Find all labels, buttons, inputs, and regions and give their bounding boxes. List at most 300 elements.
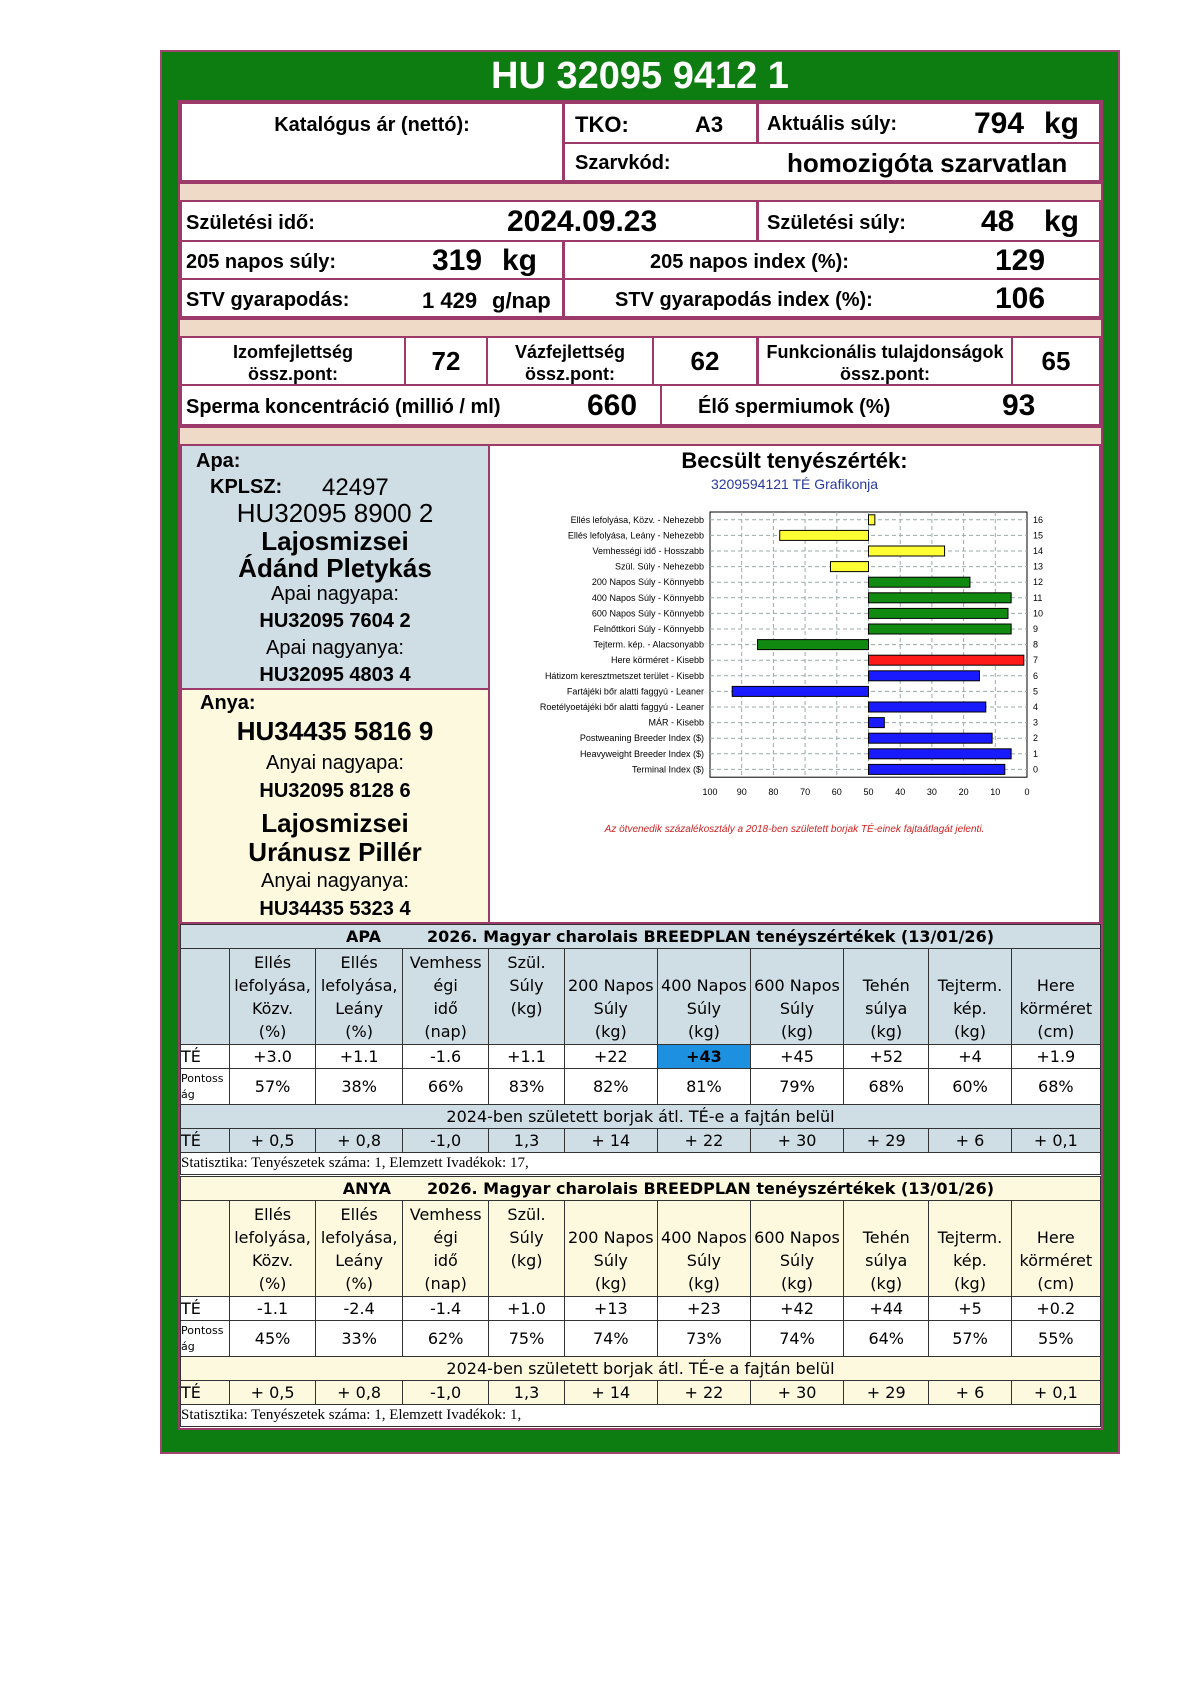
- chart-bar: [869, 624, 1012, 634]
- dam-table-tag: ANYA: [342, 1179, 391, 1198]
- chart-bar: [869, 718, 885, 728]
- sire-table-avg-row: [181, 1129, 1101, 1153]
- anya-header-cell: [1011, 1201, 1100, 1297]
- anya-header-line: 600 Napos: [754, 1227, 840, 1247]
- anya-avg-cell: + 0,1: [1011, 1381, 1100, 1405]
- apa-te-cell: +45: [750, 1045, 843, 1069]
- anya-header-line: (cm): [1037, 1273, 1075, 1293]
- apa-avg-cell: + 30: [750, 1129, 843, 1153]
- chart-bar: [758, 640, 869, 650]
- chart-bar: [869, 593, 1012, 603]
- func-value: 65: [1041, 346, 1071, 376]
- stv-box: [180, 278, 564, 318]
- apa-acc-cell: 66%: [402, 1069, 488, 1105]
- sire-panel: [180, 444, 490, 690]
- tko-label: TKO:: [575, 112, 629, 137]
- anya-te-cell: +42: [750, 1297, 843, 1321]
- mgd-label: Anyai nagyanya:: [261, 870, 409, 892]
- chart-bar: [869, 608, 1008, 618]
- anya-header-line: (%): [258, 1273, 287, 1293]
- chart-category-number: 16: [1033, 514, 1044, 525]
- stv-unit: g/nap: [492, 288, 551, 313]
- weight-unit: kg: [1044, 107, 1080, 140]
- chart-category-number: 0: [1033, 764, 1039, 775]
- sire-name-2: Ádánd Pletykás: [238, 553, 432, 583]
- apa-te-cell: +43: [657, 1045, 750, 1069]
- anya-header-line: (kg): [687, 1273, 720, 1293]
- dam-label: Anya:: [200, 692, 256, 714]
- apa-header-line: (%): [258, 1021, 287, 1041]
- chart-category-label: Heavyweight Breeder Index ($): [579, 748, 704, 759]
- mgs-id: HU32095 8128 6: [259, 780, 411, 802]
- chart-bar: [780, 530, 869, 540]
- apa-header-line: [844, 951, 928, 974]
- apa-header-line: Szül.: [507, 952, 546, 972]
- weight-label: Aktuális súly:: [767, 113, 898, 135]
- chart-category-label: MÁR - Kisebb: [648, 717, 704, 728]
- anya-te-label: TÉ: [181, 1297, 230, 1321]
- func-label-1: Funkcionális tulajdonságok: [766, 342, 1004, 362]
- anya-avg-cell: -1,0: [402, 1381, 488, 1405]
- anya-header-cell: [657, 1201, 750, 1297]
- apa-header-cell: [402, 949, 488, 1045]
- anya-acc-label-line: Pontoss: [181, 1323, 224, 1337]
- chart-category-label: Fartájéki bőr alatti faggyú - Leaner: [566, 686, 704, 697]
- w205-unit: kg: [502, 244, 538, 277]
- apa-header-line: égi: [433, 975, 458, 995]
- chart-category-number: 12: [1033, 577, 1044, 588]
- chart-bar: [869, 764, 1005, 774]
- apa-acc-label-line: Pontoss: [181, 1071, 224, 1085]
- birth-date-label: Születési idő:: [186, 212, 315, 234]
- chart-category-label: Here körméret - Kisebb: [610, 655, 704, 666]
- apa-avg-cell: + 22: [657, 1129, 750, 1153]
- anya-header-line: Ellés: [340, 1204, 378, 1224]
- stvi-box: [563, 278, 1101, 318]
- anya-header-line: [929, 1203, 1010, 1226]
- weight-value: 794: [974, 107, 1025, 140]
- anya-header-line: (kg): [510, 1250, 543, 1270]
- chart-x-tick-label: 30: [926, 787, 937, 798]
- muscle-label-box: [180, 336, 406, 386]
- apa-header-cell: [750, 949, 843, 1045]
- apa-acc-cell: 82%: [564, 1069, 657, 1105]
- chart-subtitle: 3209594121 TÉ Grafikonja: [710, 476, 879, 492]
- anya-te-cell: +13: [564, 1297, 657, 1321]
- stv-value: 1 429: [422, 288, 478, 313]
- apa-te-cell: +1.1: [489, 1045, 564, 1069]
- apa-acc-cell: 38%: [316, 1069, 403, 1105]
- chart-bar: [732, 686, 868, 696]
- apa-header-line: [929, 951, 1010, 974]
- anya-te-cell: +23: [657, 1297, 750, 1321]
- anya-acc-cell: 75%: [489, 1321, 564, 1357]
- dam-table-avg-row: [181, 1381, 1101, 1405]
- sire-table-avg-title: 2024-ben született borjak átl. TÉ-e a fajtán belül: [181, 1105, 1101, 1129]
- separator-2: [180, 318, 1101, 338]
- sire-table-title-row: [181, 925, 1101, 949]
- apa-header-cell: [489, 949, 564, 1045]
- apa-header-line: (kg): [781, 1021, 813, 1041]
- sire-label: Apa:: [196, 450, 241, 472]
- apa-header-cell: [229, 949, 316, 1045]
- anya-avg-cell: + 30: [750, 1381, 843, 1405]
- apa-avg-cell: + 14: [564, 1129, 657, 1153]
- chart-category-number: 10: [1033, 608, 1044, 619]
- chart-category-label: Roetélyoetájéki bőr alatti faggyú - Leaner: [539, 702, 704, 712]
- anya-header-line: Közv.: [251, 1250, 294, 1270]
- frame-label-1: Vázfejlettség: [514, 342, 626, 362]
- horn-label: Szarvkód:: [575, 152, 671, 174]
- apa-header-line: (kg): [954, 1021, 986, 1041]
- sperm-value: 660: [587, 389, 638, 422]
- birth-date-box: [180, 200, 758, 242]
- animal-id-title: HU 32095 9412 1: [491, 55, 789, 97]
- chart-category-label: Vemhességi idő - Hosszabb: [592, 546, 704, 556]
- chart-category-label: Hátizom keresztmetszet terület - Kisebb: [544, 670, 704, 681]
- anya-header-line: (kg): [594, 1273, 627, 1293]
- func-value-box: [1011, 336, 1101, 386]
- apa-avg-cell: + 29: [844, 1129, 929, 1153]
- apa-avg-cell: + 6: [929, 1129, 1011, 1153]
- w205-box: [180, 240, 564, 280]
- anya-header-line: (kg): [781, 1273, 813, 1293]
- apa-header-line: 400 Napos: [661, 975, 747, 995]
- chart-bar: [869, 733, 993, 743]
- dam-id: HU34435 5816 9: [236, 716, 434, 746]
- anya-header-cell: [489, 1201, 564, 1297]
- mgs-name-2: Uránusz Pillér: [248, 837, 422, 867]
- func-label-box: [757, 336, 1013, 386]
- chart-x-tick-label: 60: [831, 787, 842, 798]
- i205-box: [563, 240, 1101, 280]
- apa-header-line: (kg): [510, 998, 543, 1018]
- live-sperm-label: Élő spermiumok (%): [698, 396, 891, 418]
- separator-1: [180, 182, 1101, 202]
- catalog-label: Katalógus ár (nettó):: [274, 114, 470, 136]
- sire-table-title: 2026. Magyar charolais BREEDPLAN tenéyszértékek (13/01/26): [427, 927, 995, 946]
- anya-te-cell: +5: [929, 1297, 1011, 1321]
- anya-te-cell: +1.0: [489, 1297, 564, 1321]
- dam-table-accuracy-row: [181, 1321, 1101, 1357]
- frame-value: 62: [690, 346, 720, 376]
- anya-header-line: [1012, 1203, 1100, 1226]
- chart-category-label: Terminal Index ($): [631, 764, 704, 775]
- sire-table-avg-title-row: [181, 1105, 1101, 1129]
- apa-te-cell: -1.6: [402, 1045, 488, 1069]
- dam-table-title-row: [181, 1177, 1101, 1201]
- chart-bar: [869, 655, 1024, 665]
- apa-acc-label-line: ág: [181, 1087, 195, 1101]
- muscle-label-1: Izomfejlettség: [232, 342, 354, 362]
- apa-header-line: Közv.: [251, 998, 294, 1018]
- frame-value-box: [652, 336, 758, 386]
- muscle-value-box: [404, 336, 488, 386]
- anya-header-cell: [929, 1201, 1011, 1297]
- apa-te-cell: +22: [564, 1045, 657, 1069]
- anya-header-line: [565, 1203, 657, 1226]
- apa-te-cell: +1.1: [316, 1045, 403, 1069]
- apa-header-line: Vemhess: [409, 952, 482, 972]
- anya-te-cell: -2.4: [316, 1297, 403, 1321]
- chart-category-label: 600 Napos Súly - Könnyebb: [591, 608, 704, 619]
- apa-header-line: [565, 951, 657, 974]
- anya-header-line: (nap): [424, 1273, 467, 1293]
- sire-name-1: Lajosmizsei: [261, 526, 409, 556]
- pgs-id: HU32095 7604 2: [259, 610, 411, 632]
- birth-weight-box: [757, 200, 1101, 242]
- apa-header-cell: [1011, 949, 1100, 1045]
- anya-header-line: 200 Napos: [567, 1227, 654, 1247]
- chart-bar: [869, 515, 875, 525]
- mgd-id: HU34435 5323 4: [259, 898, 411, 920]
- apa-header-line: Súly: [686, 998, 721, 1018]
- chart-category-number: 11: [1033, 592, 1043, 603]
- anya-header-line: Tejterm.: [937, 1227, 1003, 1247]
- apa-header-line: (kg): [594, 1021, 627, 1041]
- apa-avg-cell: + 0,5: [229, 1129, 316, 1153]
- apa-header-line: lefolyása,: [320, 975, 398, 995]
- mgs-label: Anyai nagyapa:: [266, 752, 404, 774]
- anya-header-line: (kg): [870, 1273, 903, 1293]
- sperm-label: Sperma koncentráció (millió / ml): [186, 396, 501, 418]
- apa-avg-cell: -1,0: [402, 1129, 488, 1153]
- dam-table-avg-title-row: [181, 1357, 1101, 1381]
- chart-category-label: Postweaning Breeder Index ($): [579, 733, 704, 744]
- mgs-name-1: Lajosmizsei: [261, 808, 409, 838]
- apa-acc-cell: 60%: [929, 1069, 1011, 1105]
- anya-acc-cell: 74%: [750, 1321, 843, 1357]
- chart-category-label: Ellés lefolyása, Leány - Nehezebb: [567, 530, 704, 541]
- frame-label-2: össz.pont:: [525, 364, 615, 384]
- chart-category-label: 400 Napos Súly - Könnyebb: [591, 592, 704, 603]
- apa-te-cell: +1.9: [1011, 1045, 1100, 1069]
- anya-avg-cell: + 29: [844, 1381, 929, 1405]
- apa-header-line: Ellés: [253, 952, 292, 972]
- anya-acc-cell: 33%: [316, 1321, 403, 1357]
- sire-breedplan-table: [180, 924, 1101, 1175]
- apa-header-line: körméret: [1019, 998, 1093, 1018]
- anya-acc-cell: 73%: [657, 1321, 750, 1357]
- sire-id: HU32095 8900 2: [236, 498, 434, 528]
- chart-category-label: Ellés lefolyása, Közv. - Nehezebb: [570, 514, 704, 525]
- weight-box: [757, 102, 1101, 144]
- anya-avg-cell: + 0,5: [229, 1381, 316, 1405]
- anya-header-line: (%): [345, 1273, 373, 1293]
- chart-x-tick-label: 0: [1024, 787, 1030, 798]
- chart-category-number: 9: [1033, 624, 1039, 634]
- sire-table-accuracy-row: [181, 1069, 1101, 1105]
- chart-category-number: 2: [1033, 733, 1039, 744]
- apa-header-cell: [564, 949, 657, 1045]
- apa-header-blank: [181, 949, 230, 1045]
- anya-avg-label: TÉ: [181, 1381, 230, 1405]
- kplsz-value: 42497: [322, 474, 389, 501]
- w205-value: 319: [432, 244, 483, 277]
- apa-header-line: súlya: [865, 998, 908, 1018]
- anya-header-line: [844, 1203, 928, 1226]
- apa-te-cell: +3.0: [229, 1045, 316, 1069]
- chart-x-tick-label: 40: [895, 787, 906, 798]
- anya-header-line: [658, 1203, 750, 1226]
- anya-avg-cell: + 14: [564, 1381, 657, 1405]
- ebv-bar-chart: [490, 506, 1099, 876]
- apa-header-line: Súly: [779, 998, 815, 1018]
- chart-category-number: 5: [1033, 686, 1039, 697]
- anya-header-line: 400 Napos: [661, 1227, 747, 1247]
- apa-header-line: (nap): [424, 1021, 467, 1041]
- horn-value: homozigóta szarvatlan: [787, 148, 1068, 178]
- chart-title: Becsült tenyészérték:: [681, 448, 908, 473]
- dam-table-header-row: [181, 1201, 1101, 1297]
- anya-header-line: (kg): [954, 1273, 986, 1293]
- chart-category-number: 15: [1033, 530, 1044, 541]
- catalog-box: [180, 102, 564, 182]
- apa-header-line: Leány: [335, 998, 384, 1018]
- w205-label: 205 napos súly:: [186, 251, 337, 273]
- anya-header-line: kép.: [953, 1250, 987, 1270]
- chart-bar: [869, 546, 945, 556]
- live-sperm-value: 93: [1002, 389, 1036, 422]
- apa-header-line: Tejterm.: [937, 975, 1003, 995]
- anya-header-cell: [316, 1201, 403, 1297]
- anya-acc-cell: 57%: [929, 1321, 1011, 1357]
- separator-3: [180, 426, 1101, 446]
- chart-x-tick-label: 10: [990, 787, 1001, 798]
- apa-header-line: Súly: [509, 975, 544, 995]
- dam-table-avg-title: 2024-ben született borjak átl. TÉ-e a fajtán belül: [181, 1357, 1101, 1381]
- apa-header-line: (cm): [1037, 1021, 1075, 1041]
- chart-category-number: 1: [1033, 748, 1039, 759]
- sperm-box: [180, 384, 662, 426]
- birth-weight-value: 48: [981, 205, 1015, 238]
- anya-header-line: lefolyása,: [320, 1227, 398, 1247]
- apa-header-line: lefolyása,: [234, 975, 311, 995]
- dam-table-title: 2026. Magyar charolais BREEDPLAN tenéyszértékek (13/01/26): [427, 1179, 995, 1198]
- apa-header-line: 600 Napos: [754, 975, 840, 995]
- muscle-value: 72: [431, 346, 461, 376]
- apa-header-line: Súly: [593, 998, 628, 1018]
- anya-avg-cell: + 6: [929, 1381, 1011, 1405]
- birth-weight-unit: kg: [1044, 205, 1080, 238]
- anya-header-line: Súly: [593, 1250, 628, 1270]
- chart-x-tick-label: 90: [736, 787, 747, 798]
- apa-te-cell: +4: [929, 1045, 1011, 1069]
- anya-acc-cell: 62%: [402, 1321, 488, 1357]
- apa-acc-cell: 81%: [657, 1069, 750, 1105]
- anya-acc-cell: 74%: [564, 1321, 657, 1357]
- apa-avg-cell: + 0,8: [316, 1129, 403, 1153]
- anya-header-line: lefolyása,: [234, 1227, 311, 1247]
- sire-table-te-row: [181, 1045, 1101, 1069]
- apa-header-cell: [316, 949, 403, 1045]
- anya-header-cell: [844, 1201, 929, 1297]
- apa-acc-cell: 68%: [1011, 1069, 1100, 1105]
- chart-note: Az ötvenedik százalékosztály a 2018-ben született borjak TÉ-einek fajtaátlagát jelenti.: [604, 824, 985, 835]
- chart-category-label: 200 Napos Súly - Könnyebb: [591, 577, 704, 588]
- anya-header-line: Tehén: [862, 1227, 910, 1247]
- anya-te-cell: +0.2: [1011, 1297, 1100, 1321]
- apa-header-line: Tehén: [862, 975, 910, 995]
- chart-bar: [869, 577, 970, 587]
- chart-category-label: Tejterm. kép. - Alacsonyabb: [593, 639, 704, 650]
- apa-header-cell: [657, 949, 750, 1045]
- apa-header-line: kép.: [953, 998, 987, 1018]
- stv-label: STV gyarapodás:: [186, 289, 350, 311]
- apa-avg-cell: + 0,1: [1011, 1129, 1100, 1153]
- apa-avg-cell: 1,3: [489, 1129, 564, 1153]
- anya-avg-cell: 1,3: [489, 1381, 564, 1405]
- apa-header-line: (%): [345, 1021, 373, 1041]
- apa-header-line: [751, 951, 843, 974]
- birth-date-value: 2024.09.23: [507, 205, 658, 238]
- anya-header-line: Leány: [335, 1250, 384, 1270]
- anya-header-line: Ellés: [253, 1204, 292, 1224]
- i205-value: 129: [995, 244, 1046, 277]
- dam-table-stats-row: [181, 1405, 1101, 1427]
- frame-label-box: [486, 336, 654, 386]
- chart-bar: [869, 702, 986, 712]
- anya-header-cell: [402, 1201, 488, 1297]
- sire-table-tag: APA: [345, 927, 381, 946]
- chart-bar: [830, 562, 868, 572]
- apa-header-line: (kg): [870, 1021, 903, 1041]
- apa-header-cell: [844, 949, 929, 1045]
- anya-header-blank: [181, 1201, 230, 1297]
- apa-acc-cell: 57%: [229, 1069, 316, 1105]
- chart-category-number: 7: [1033, 655, 1039, 666]
- apa-avg-label: TÉ: [181, 1129, 230, 1153]
- anya-header-cell: [750, 1201, 843, 1297]
- apa-header-line: (kg): [687, 1021, 720, 1041]
- anya-te-cell: -1.4: [402, 1297, 488, 1321]
- anya-acc-label: [181, 1321, 230, 1357]
- i205-label: 205 napos index (%):: [650, 251, 849, 273]
- kplsz-label: KPLSZ:: [210, 476, 283, 498]
- chart-category-number: 8: [1033, 639, 1039, 650]
- anya-acc-cell: 55%: [1011, 1321, 1100, 1357]
- apa-acc-label: [181, 1069, 230, 1105]
- anya-header-cell: [564, 1201, 657, 1297]
- anya-header-line: Szül.: [507, 1204, 546, 1224]
- tko-value: A3: [695, 112, 724, 137]
- anya-avg-cell: + 0,8: [316, 1381, 403, 1405]
- dam-breedplan-table: [180, 1176, 1101, 1427]
- chart-x-tick-label: 80: [768, 787, 779, 798]
- chart-category-number: 3: [1033, 717, 1039, 728]
- anya-header-line: idő: [433, 1250, 458, 1270]
- chart-bar: [869, 749, 1012, 759]
- anya-acc-label-line: ág: [181, 1339, 195, 1353]
- chart-x-tick-label: 70: [800, 787, 811, 798]
- apa-header-line: idő: [433, 998, 458, 1018]
- anya-avg-cell: + 22: [657, 1381, 750, 1405]
- pgd-id: HU32095 4803 4: [259, 664, 411, 686]
- sire-table-stats-row: [181, 1153, 1101, 1175]
- func-label-2: össz.pont:: [840, 364, 930, 384]
- apa-header-cell: [929, 949, 1011, 1045]
- anya-header-line: Here: [1036, 1227, 1075, 1247]
- chart-x-tick-label: 20: [958, 787, 969, 798]
- chart-panel: [488, 444, 1101, 924]
- apa-header-line: [658, 951, 750, 974]
- apa-acc-cell: 83%: [489, 1069, 564, 1105]
- pgs-label: Apai nagyapa:: [271, 583, 399, 605]
- anya-header-cell: [229, 1201, 316, 1297]
- chart-category-number: 6: [1033, 670, 1039, 681]
- anya-header-line: körméret: [1019, 1250, 1093, 1270]
- stvi-label: STV gyarapodás index (%):: [615, 289, 873, 311]
